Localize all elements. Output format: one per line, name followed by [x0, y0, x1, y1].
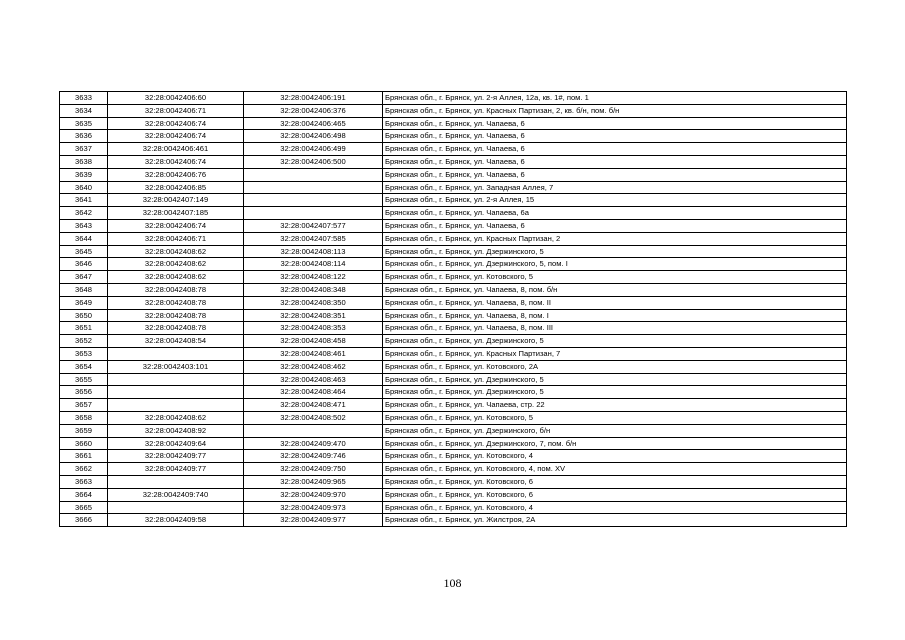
row-number-cell: 3665	[60, 501, 108, 514]
row-number-cell: 3656	[60, 386, 108, 399]
object-cadastral-number-cell: 32:28:0042408:463	[244, 373, 383, 386]
address-cell: Брянская обл., г. Брянск, ул. Дзержинского, б/н	[383, 424, 847, 437]
parcel-cadastral-number-cell: 32:28:0042408:78	[108, 283, 244, 296]
address-cell: Брянская обл., г. Брянск, ул. Дзержинского, 5	[383, 373, 847, 386]
object-cadastral-number-cell: 32:28:0042406:498	[244, 130, 383, 143]
parcel-cadastral-number-cell: 32:28:0042406:461	[108, 143, 244, 156]
parcel-cadastral-number-cell	[108, 347, 244, 360]
parcel-cadastral-number-cell: 32:28:0042406:85	[108, 181, 244, 194]
address-cell: Брянская обл., г. Брянск, ул. Чапаева, 6	[383, 219, 847, 232]
row-number-cell: 3648	[60, 283, 108, 296]
table-row	[60, 296, 847, 309]
address-cell: Брянская обл., г. Брянск, ул. Дзержинского, 5	[383, 386, 847, 399]
parcel-cadastral-number-cell: 32:28:0042406:71	[108, 232, 244, 245]
object-cadastral-number-cell: 32:28:0042408:471	[244, 399, 383, 412]
parcel-cadastral-number-cell: 32:28:0042406:60	[108, 92, 244, 105]
address-cell: Брянская обл., г. Брянск, ул. Котовского, 4	[383, 501, 847, 514]
parcel-cadastral-number-cell: 32:28:0042409:77	[108, 450, 244, 463]
table-row	[60, 437, 847, 450]
address-cell: Брянская обл., г. Брянск, ул. 2-я Аллея, 12а, кв. 1#, пом. 1	[383, 92, 847, 105]
row-number-cell: 3643	[60, 219, 108, 232]
address-cell: Брянская обл., г. Брянск, ул. Красных Партизан, 7	[383, 347, 847, 360]
object-cadastral-number-cell	[244, 194, 383, 207]
table-row	[60, 181, 847, 194]
address-cell: Брянская обл., г. Брянск, ул. Чапаева, 6	[383, 168, 847, 181]
table-row	[60, 463, 847, 476]
table-row	[60, 92, 847, 105]
table-row	[60, 450, 847, 463]
address-cell: Брянская обл., г. Брянск, ул. Котовского, 4	[383, 450, 847, 463]
parcel-cadastral-number-cell: 32:28:0042406:74	[108, 117, 244, 130]
object-cadastral-number-cell: 32:28:0042408:353	[244, 322, 383, 335]
row-number-cell: 3654	[60, 360, 108, 373]
table-row	[60, 271, 847, 284]
table-row	[60, 143, 847, 156]
table-row	[60, 232, 847, 245]
row-number-cell: 3645	[60, 245, 108, 258]
address-cell: Брянская обл., г. Брянск, ул. Чапаева, 6	[383, 130, 847, 143]
parcel-cadastral-number-cell: 32:28:0042406:74	[108, 219, 244, 232]
address-cell: Брянская обл., г. Брянск, ул. Дзержинского, 5	[383, 245, 847, 258]
object-cadastral-number-cell: 32:28:0042407:577	[244, 219, 383, 232]
table-row	[60, 207, 847, 220]
row-number-cell: 3661	[60, 450, 108, 463]
parcel-cadastral-number-cell: 32:28:0042406:76	[108, 168, 244, 181]
row-number-cell: 3655	[60, 373, 108, 386]
table-row	[60, 360, 847, 373]
table-row	[60, 501, 847, 514]
object-cadastral-number-cell: 32:28:0042408:458	[244, 335, 383, 348]
object-cadastral-number-cell: 32:28:0042407:585	[244, 232, 383, 245]
object-cadastral-number-cell: 32:28:0042406:191	[244, 92, 383, 105]
row-number-cell: 3650	[60, 309, 108, 322]
object-cadastral-number-cell: 32:28:0042408:502	[244, 411, 383, 424]
row-number-cell: 3638	[60, 155, 108, 168]
object-cadastral-number-cell	[244, 181, 383, 194]
cadastral-register-table	[59, 91, 847, 527]
parcel-cadastral-number-cell: 32:28:0042408:92	[108, 424, 244, 437]
object-cadastral-number-cell: 32:28:0042408:348	[244, 283, 383, 296]
object-cadastral-number-cell	[244, 168, 383, 181]
parcel-cadastral-number-cell: 32:28:0042406:74	[108, 155, 244, 168]
table-row	[60, 488, 847, 501]
table-row	[60, 219, 847, 232]
object-cadastral-number-cell: 32:28:0042408:113	[244, 245, 383, 258]
address-cell: Брянская обл., г. Брянск, ул. Чапаева, 6	[383, 117, 847, 130]
parcel-cadastral-number-cell: 32:28:0042408:78	[108, 309, 244, 322]
parcel-cadastral-number-cell: 32:28:0042408:78	[108, 322, 244, 335]
address-cell: Брянская обл., г. Брянск, ул. Чапаева, стр. 22	[383, 399, 847, 412]
table-row	[60, 514, 847, 527]
parcel-cadastral-number-cell	[108, 386, 244, 399]
table-row	[60, 347, 847, 360]
parcel-cadastral-number-cell: 32:28:0042403:101	[108, 360, 244, 373]
address-cell: Брянская обл., г. Брянск, ул. Дзержинского, 5	[383, 335, 847, 348]
parcel-cadastral-number-cell: 32:28:0042408:62	[108, 258, 244, 271]
object-cadastral-number-cell: 32:28:0042408:350	[244, 296, 383, 309]
table-row	[60, 245, 847, 258]
parcel-cadastral-number-cell	[108, 501, 244, 514]
row-number-cell: 3640	[60, 181, 108, 194]
address-cell: Брянская обл., г. Брянск, ул. Котовского, 4, пом. XV	[383, 463, 847, 476]
object-cadastral-number-cell: 32:28:0042409:750	[244, 463, 383, 476]
row-number-cell: 3644	[60, 232, 108, 245]
address-cell: Брянская обл., г. Брянск, ул. Котовского, 5	[383, 411, 847, 424]
table-row	[60, 130, 847, 143]
row-number-cell: 3652	[60, 335, 108, 348]
table-row	[60, 117, 847, 130]
row-number-cell: 3664	[60, 488, 108, 501]
address-cell: Брянская обл., г. Брянск, ул. Дзержинского, 5, пом. I	[383, 258, 847, 271]
row-number-cell: 3658	[60, 411, 108, 424]
object-cadastral-number-cell: 32:28:0042408:462	[244, 360, 383, 373]
address-cell: Брянская обл., г. Брянск, ул. Чапаева, 6а	[383, 207, 847, 220]
address-cell: Брянская обл., г. Брянск, ул. Котовского, 2А	[383, 360, 847, 373]
object-cadastral-number-cell: 32:28:0042408:461	[244, 347, 383, 360]
object-cadastral-number-cell: 32:28:0042408:114	[244, 258, 383, 271]
parcel-cadastral-number-cell: 32:28:0042408:78	[108, 296, 244, 309]
object-cadastral-number-cell: 32:28:0042409:965	[244, 475, 383, 488]
object-cadastral-number-cell: 32:28:0042408:351	[244, 309, 383, 322]
object-cadastral-number-cell: 32:28:0042408:464	[244, 386, 383, 399]
row-number-cell: 3636	[60, 130, 108, 143]
table-row	[60, 335, 847, 348]
address-cell: Брянская обл., г. Брянск, ул. Котовского, 6	[383, 475, 847, 488]
object-cadastral-number-cell: 32:28:0042409:970	[244, 488, 383, 501]
object-cadastral-number-cell: 32:28:0042406:499	[244, 143, 383, 156]
row-number-cell: 3634	[60, 104, 108, 117]
parcel-cadastral-number-cell	[108, 373, 244, 386]
row-number-cell: 3642	[60, 207, 108, 220]
table-row	[60, 424, 847, 437]
address-cell: Брянская обл., г. Брянск, ул. Красных Партизан, 2, кв. б/н, пом. б/н	[383, 104, 847, 117]
table-row	[60, 283, 847, 296]
row-number-cell: 3647	[60, 271, 108, 284]
row-number-cell: 3639	[60, 168, 108, 181]
row-number-cell: 3657	[60, 399, 108, 412]
parcel-cadastral-number-cell: 32:28:0042409:64	[108, 437, 244, 450]
object-cadastral-number-cell: 32:28:0042409:977	[244, 514, 383, 527]
parcel-cadastral-number-cell: 32:28:0042407:185	[108, 207, 244, 220]
table-row	[60, 399, 847, 412]
table-row	[60, 475, 847, 488]
table-row	[60, 168, 847, 181]
row-number-cell: 3660	[60, 437, 108, 450]
address-cell: Брянская обл., г. Брянск, ул. Красных Партизан, 2	[383, 232, 847, 245]
address-cell: Брянская обл., г. Брянск, ул. Котовского, 5	[383, 271, 847, 284]
address-cell: Брянская обл., г. Брянск, ул. Дзержинского, 7, пом. б/н	[383, 437, 847, 450]
address-cell: Брянская обл., г. Брянск, ул. Чапаева, 6	[383, 143, 847, 156]
row-number-cell: 3659	[60, 424, 108, 437]
object-cadastral-number-cell: 32:28:0042406:376	[244, 104, 383, 117]
parcel-cadastral-number-cell: 32:28:0042409:58	[108, 514, 244, 527]
parcel-cadastral-number-cell: 32:28:0042409:740	[108, 488, 244, 501]
row-number-cell: 3651	[60, 322, 108, 335]
row-number-cell: 3641	[60, 194, 108, 207]
parcel-cadastral-number-cell: 32:28:0042408:62	[108, 245, 244, 258]
row-number-cell: 3662	[60, 463, 108, 476]
object-cadastral-number-cell	[244, 424, 383, 437]
table-row	[60, 194, 847, 207]
address-cell: Брянская обл., г. Брянск, ул. Западная Аллея, 7	[383, 181, 847, 194]
table-row	[60, 386, 847, 399]
object-cadastral-number-cell: 32:28:0042409:746	[244, 450, 383, 463]
object-cadastral-number-cell	[244, 207, 383, 220]
parcel-cadastral-number-cell	[108, 475, 244, 488]
table-row	[60, 373, 847, 386]
parcel-cadastral-number-cell: 32:28:0042408:62	[108, 271, 244, 284]
object-cadastral-number-cell: 32:28:0042409:973	[244, 501, 383, 514]
address-cell: Брянская обл., г. Брянск, ул. Чапаева, 8, пом. б/н	[383, 283, 847, 296]
address-cell: Брянская обл., г. Брянск, ул. Чапаева, 8, пом. II	[383, 296, 847, 309]
parcel-cadastral-number-cell	[108, 399, 244, 412]
address-cell: Брянская обл., г. Брянск, ул. Чапаева, 8, пом. III	[383, 322, 847, 335]
register-table-body	[60, 92, 847, 527]
page-number: 108	[443, 576, 462, 590]
row-number-cell: 3646	[60, 258, 108, 271]
object-cadastral-number-cell: 32:28:0042406:465	[244, 117, 383, 130]
object-cadastral-number-cell: 32:28:0042409:470	[244, 437, 383, 450]
row-number-cell: 3666	[60, 514, 108, 527]
object-cadastral-number-cell: 32:28:0042406:500	[244, 155, 383, 168]
object-cadastral-number-cell: 32:28:0042408:122	[244, 271, 383, 284]
address-cell: Брянская обл., г. Брянск, ул. 2-я Аллея, 15	[383, 194, 847, 207]
parcel-cadastral-number-cell: 32:28:0042409:77	[108, 463, 244, 476]
table-row	[60, 155, 847, 168]
parcel-cadastral-number-cell: 32:28:0042406:74	[108, 130, 244, 143]
row-number-cell: 3637	[60, 143, 108, 156]
table-row	[60, 258, 847, 271]
row-number-cell: 3635	[60, 117, 108, 130]
address-cell: Брянская обл., г. Брянск, ул. Котовского, 6	[383, 488, 847, 501]
parcel-cadastral-number-cell: 32:28:0042407:149	[108, 194, 244, 207]
row-number-cell: 3653	[60, 347, 108, 360]
row-number-cell: 3663	[60, 475, 108, 488]
parcel-cadastral-number-cell: 32:28:0042406:71	[108, 104, 244, 117]
address-cell: Брянская обл., г. Брянск, ул. Жилстроя, 2А	[383, 514, 847, 527]
table-row	[60, 104, 847, 117]
row-number-cell: 3649	[60, 296, 108, 309]
parcel-cadastral-number-cell: 32:28:0042408:62	[108, 411, 244, 424]
row-number-cell: 3633	[60, 92, 108, 105]
address-cell: Брянская обл., г. Брянск, ул. Чапаева, 8, пом. I	[383, 309, 847, 322]
table-row	[60, 309, 847, 322]
table-row	[60, 411, 847, 424]
parcel-cadastral-number-cell: 32:28:0042408:54	[108, 335, 244, 348]
table-row	[60, 322, 847, 335]
address-cell: Брянская обл., г. Брянск, ул. Чапаева, 6	[383, 155, 847, 168]
